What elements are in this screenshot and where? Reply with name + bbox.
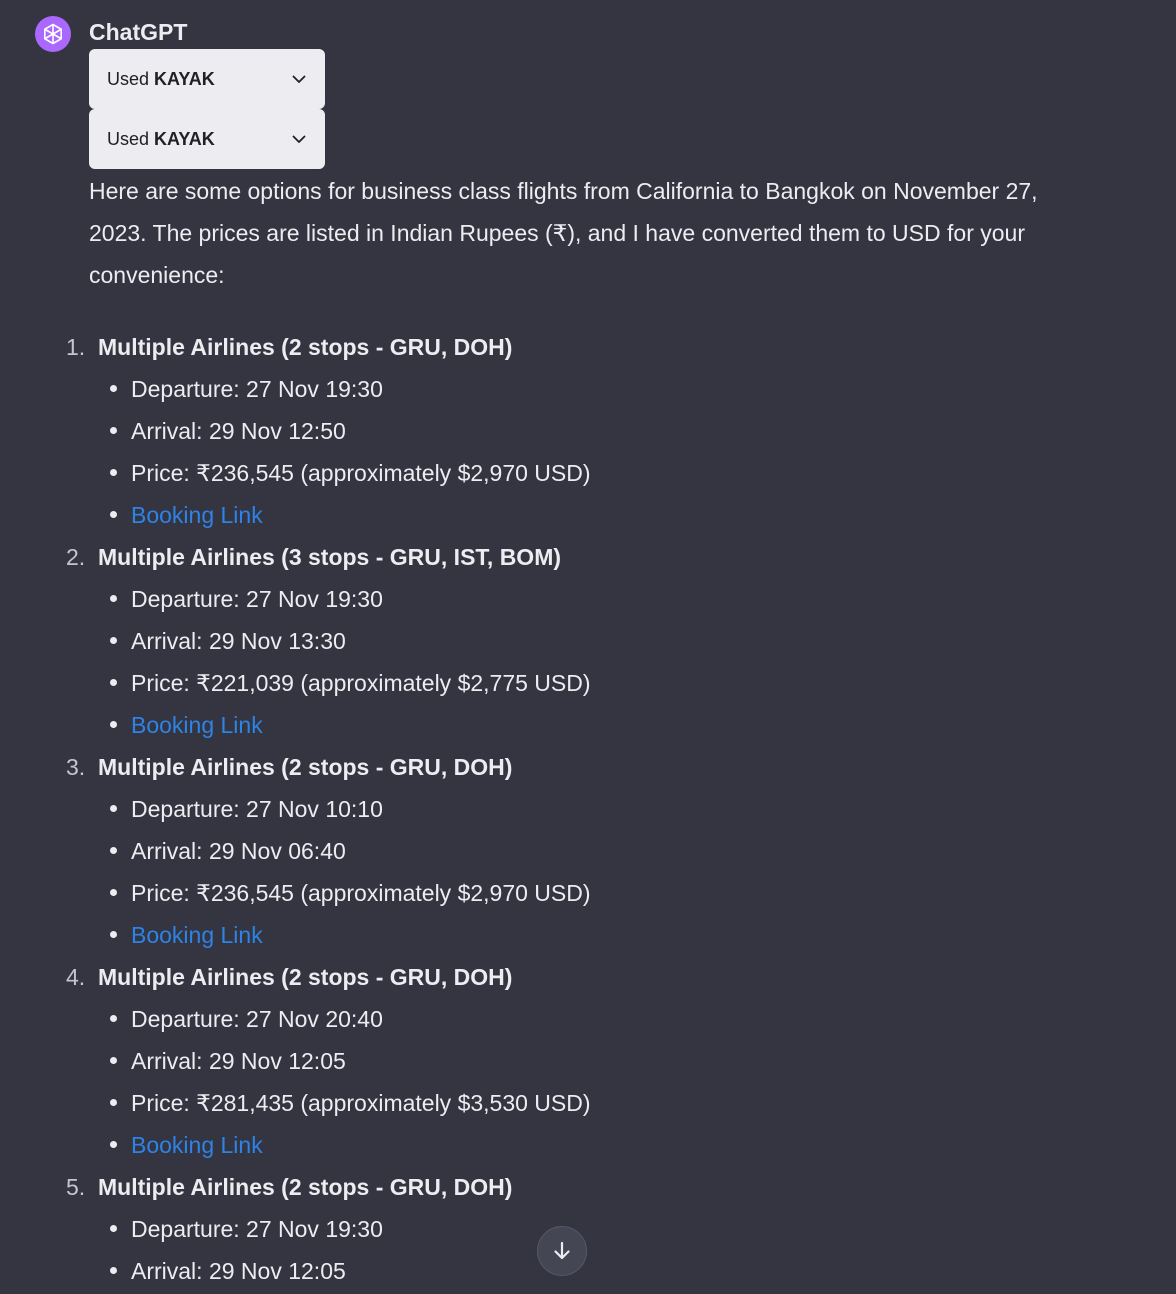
- price-text: Price: ₹221,039 (approximately $2,775 USD): [131, 670, 591, 696]
- scroll-to-bottom-button[interactable]: [537, 1226, 587, 1276]
- list-item: [0, 1040, 1176, 1082]
- flight-list: [0, 326, 1176, 1292]
- price-text: Price: ₹236,545 (approximately $2,970 USD): [131, 880, 591, 906]
- departure-text: Departure: 27 Nov 19:30: [131, 586, 383, 612]
- list-item: [0, 1124, 1176, 1166]
- bullet-icon: [110, 637, 117, 644]
- list-item: [0, 1250, 1176, 1292]
- bullet-icon: [110, 1015, 117, 1022]
- list-item: [0, 410, 1176, 452]
- item-title: Multiple Airlines (2 stops - GRU, DOH): [98, 334, 513, 360]
- list-item-heading: [0, 746, 1176, 788]
- bullet-icon: [110, 595, 117, 602]
- item-number: 3.: [66, 754, 86, 780]
- list-item: [0, 788, 1176, 830]
- booking-link[interactable]: Booking Link: [131, 1132, 263, 1158]
- list-item-heading: [0, 326, 1176, 368]
- list-item: [0, 704, 1176, 746]
- bullet-icon: [110, 889, 117, 896]
- list-item: [0, 830, 1176, 872]
- bullet-icon: [110, 385, 117, 392]
- price-text: Price: ₹281,435 (approximately $3,530 USD): [131, 1090, 591, 1116]
- bullet-icon: [110, 1141, 117, 1148]
- bullet-icon: [110, 511, 117, 518]
- plugin-kayak-dropdown[interactable]: [89, 109, 325, 169]
- bullet-icon: [110, 847, 117, 854]
- list-item: [0, 914, 1176, 956]
- bullet-icon: [110, 721, 117, 728]
- arrival-text: Arrival: 29 Nov 13:30: [131, 628, 346, 654]
- list-item-heading: [0, 536, 1176, 578]
- list-item: [0, 452, 1176, 494]
- author-name: ChatGPT: [89, 19, 188, 45]
- item-title: Multiple Airlines (3 stops - GRU, IST, BOM): [98, 544, 562, 570]
- list-item: [0, 872, 1176, 914]
- list-item: [0, 578, 1176, 620]
- departure-text: Departure: 27 Nov 19:30: [131, 376, 383, 402]
- departure-text: Departure: 27 Nov 20:40: [131, 1006, 383, 1032]
- bullet-icon: [110, 679, 117, 686]
- bullet-icon: [110, 427, 117, 434]
- booking-link[interactable]: Booking Link: [131, 502, 263, 528]
- item-number: 4.: [66, 964, 86, 990]
- avatar: [35, 16, 71, 52]
- list-item-heading: [0, 1166, 1176, 1208]
- plugin-label: Used KAYAK: [107, 68, 215, 89]
- list-item: [0, 662, 1176, 704]
- item-number: 1.: [66, 334, 86, 360]
- booking-link[interactable]: Booking Link: [131, 712, 263, 738]
- list-item: [0, 1208, 1176, 1250]
- intro-paragraph: Here are some options for business class flights from California to Bangkok on November 27, 2023. The prices are listed in Indian Rupees (₹), and I have converted them to USD for your convenience:: [89, 178, 1038, 288]
- item-title: Multiple Airlines (2 stops - GRU, DOH): [98, 1174, 513, 1200]
- item-number: 2.: [66, 544, 86, 570]
- list-item: [0, 368, 1176, 410]
- list-item-heading: [0, 956, 1176, 998]
- departure-text: Departure: 27 Nov 10:10: [131, 796, 383, 822]
- bullet-icon: [110, 1267, 117, 1274]
- bullet-icon: [110, 469, 117, 476]
- arrival-text: Arrival: 29 Nov 06:40: [131, 838, 346, 864]
- bullet-icon: [110, 1057, 117, 1064]
- item-title: Multiple Airlines (2 stops - GRU, DOH): [98, 754, 513, 780]
- departure-text: Departure: 27 Nov 19:30: [131, 1216, 383, 1242]
- list-item: [0, 1082, 1176, 1124]
- chevron-down-icon: [291, 131, 307, 147]
- price-text: Price: ₹236,545 (approximately $2,970 USD): [131, 460, 591, 486]
- chevron-down-icon: [291, 71, 307, 87]
- arrival-text: Arrival: 29 Nov 12:05: [131, 1048, 346, 1074]
- item-title: Multiple Airlines (2 stops - GRU, DOH): [98, 964, 513, 990]
- bullet-icon: [110, 931, 117, 938]
- openai-logo-icon: [40, 21, 66, 47]
- arrow-down-icon: [551, 1240, 573, 1262]
- bullet-icon: [110, 1099, 117, 1106]
- bullet-icon: [110, 1225, 117, 1232]
- list-item: [0, 494, 1176, 536]
- plugin-kayak-dropdown[interactable]: [89, 49, 325, 109]
- arrival-text: Arrival: 29 Nov 12:50: [131, 418, 346, 444]
- plugin-label: Used KAYAK: [107, 128, 215, 149]
- list-item: [0, 998, 1176, 1040]
- bullet-icon: [110, 805, 117, 812]
- booking-link[interactable]: Booking Link: [131, 922, 263, 948]
- arrival-text: Arrival: 29 Nov 12:05: [131, 1258, 346, 1284]
- list-item: [0, 620, 1176, 662]
- item-number: 5.: [66, 1174, 86, 1200]
